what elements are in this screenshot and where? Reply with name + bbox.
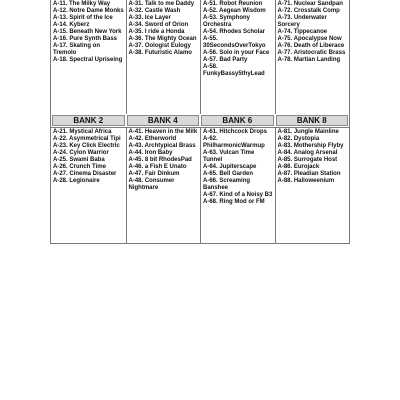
patch-entry: A-15. Beneath New York xyxy=(53,29,122,35)
patch-entry: A-43. Archtypical Brass xyxy=(128,143,196,149)
patch-entry: A-84. Analog Arsenal xyxy=(277,150,338,156)
bank-column-bottom-1 xyxy=(51,128,126,243)
patch-entry: A-21. Mystical Africa xyxy=(53,129,112,135)
patch-entry: A-76. Death of Liberace xyxy=(277,43,345,49)
patch-entry: A-72. Crosstalk Comp xyxy=(277,8,340,14)
bank-header-2: BANK 2 xyxy=(52,115,125,126)
patch-entry: A-62. PhilharmonicWarmup xyxy=(203,136,265,149)
patch-entry: A-37. Oologist Eulogy xyxy=(128,43,191,49)
patch-entry: A-28. Legionaire xyxy=(53,178,100,184)
patch-entry: A-23. Key Click Electric xyxy=(53,143,120,149)
patch-entry: A-26. Crunch Time xyxy=(53,164,106,170)
patch-entry: A-31. Talk to me Daddy xyxy=(128,1,195,7)
patch-entry: A-35. I ride a Honda xyxy=(128,29,185,35)
patch-entry: A-48. Consumer Nightmare xyxy=(128,178,175,191)
patch-entry: A-83. Mothership Flyby xyxy=(277,143,344,149)
patch-entry: A-52. Aegean Wisdom xyxy=(203,8,266,14)
patch-entry: A-55. 30SecondsOverTokyo xyxy=(203,36,266,49)
patch-entry: A-14. Kyberz xyxy=(53,22,90,28)
bottom-row xyxy=(51,127,349,243)
patch-entry: A-78. Martian Landing xyxy=(277,57,341,63)
top-row xyxy=(51,0,349,114)
patch-entry: A-58. FunkyBassy5thyLead xyxy=(203,64,265,77)
patch-entry: A-56. Solo in your Face xyxy=(203,50,270,56)
patch-entry: A-17. Skating on Tremolo xyxy=(53,43,101,56)
patch-entry: A-68. Ring Mod or FM xyxy=(203,199,265,205)
patch-entry: A-54. Rhodes Scholar xyxy=(203,29,266,35)
patch-entry: A-13. Spirit of the Ice xyxy=(53,15,113,21)
bank-column-top-3 xyxy=(200,0,275,114)
bank-column-bottom-3 xyxy=(200,128,275,243)
patch-entry: A-74. Tippecanoe xyxy=(277,29,328,35)
bank-column-top-4 xyxy=(275,0,350,114)
bank-column-top-1 xyxy=(51,0,126,114)
patch-entry: A-18. Spectral Upriseing xyxy=(53,57,123,63)
patch-entry: A-66. Screaming Banshee xyxy=(203,178,251,191)
patch-entry: A-24. Cylon Warrior xyxy=(53,150,109,156)
patch-entry: A-61. Hitchcock Drops xyxy=(203,129,268,135)
patch-entry: A-38. Futuristic Alamo xyxy=(128,50,192,56)
patch-entry: A-25. Swami Baba xyxy=(53,157,105,163)
bank-header-4: BANK 4 xyxy=(127,115,200,126)
patch-entry: A-46. a Fish E Unato xyxy=(128,164,187,170)
patch-entry: A-41. Heaven in the Milk xyxy=(128,129,198,135)
patch-entry: A-85. Surrogate Host xyxy=(277,157,338,163)
patch-entry: A-57. Bad Party xyxy=(203,57,248,63)
patch-entry: A-47. Fair Dinkum xyxy=(128,171,180,177)
patch-entry: A-71. Nuclear Sandpan xyxy=(277,1,343,7)
patch-entry: A-67. Kind of a Noisy B3 xyxy=(203,192,273,198)
patch-entry: A-63. Vulcan Time Tunnel xyxy=(203,150,255,163)
patch-entry: A-27. Cinema Disaster xyxy=(53,171,117,177)
patch-entry: A-16. Pure Synth Bass xyxy=(53,36,118,42)
bank-header-6: BANK 6 xyxy=(201,115,274,126)
patch-entry: A-53. Symphony Orchestra xyxy=(203,15,251,28)
patch-entry: A-73. Underwater Sorcery xyxy=(277,15,327,28)
patch-entry: A-11. The Milky Way xyxy=(53,1,111,7)
patch-entry: A-51. Robot Reunion xyxy=(203,1,263,7)
patch-entry: A-88. Halloweenium xyxy=(277,178,335,184)
patch-entry: A-12. Notre Dame Monks xyxy=(53,8,124,14)
patch-entry: A-82. Dystopia xyxy=(277,136,320,142)
patch-entry: A-44. Iron Baby xyxy=(128,150,173,156)
patch-entry: A-32. Castle Wash xyxy=(128,8,181,14)
patch-entry: A-86. Eurojack xyxy=(277,164,320,170)
patch-entry: A-81. Jungle Mainline xyxy=(277,129,339,135)
patch-list-sheet xyxy=(50,0,350,244)
patch-entry: A-42. Etherworld xyxy=(128,136,177,142)
bank-column-bottom-2 xyxy=(126,128,201,243)
bank-column-bottom-4 xyxy=(275,128,350,243)
patch-entry: A-75. Apocalypse Now xyxy=(277,36,342,42)
bank-column-top-2 xyxy=(126,0,201,114)
bank-header-8: BANK 8 xyxy=(276,115,349,126)
patch-entry: A-45. 8 bit RhodesPad xyxy=(128,157,192,163)
patch-entry: A-36. The Mighty Ocean xyxy=(128,36,197,42)
patch-entry: A-33. Ice Layer xyxy=(128,15,171,21)
bank-header-row xyxy=(51,114,349,127)
patch-entry: A-87. Pleadian Station xyxy=(277,171,341,177)
patch-entry: A-77. Aristocratic Brass xyxy=(277,50,346,56)
patch-entry: A-64. Jupiterscape xyxy=(203,164,257,170)
patch-entry: A-65. Bell Garden xyxy=(203,171,254,177)
patch-entry: A-34. Sword of Orion xyxy=(128,22,189,28)
patch-entry: A-22. Asymmetrical Tipi xyxy=(53,136,121,142)
